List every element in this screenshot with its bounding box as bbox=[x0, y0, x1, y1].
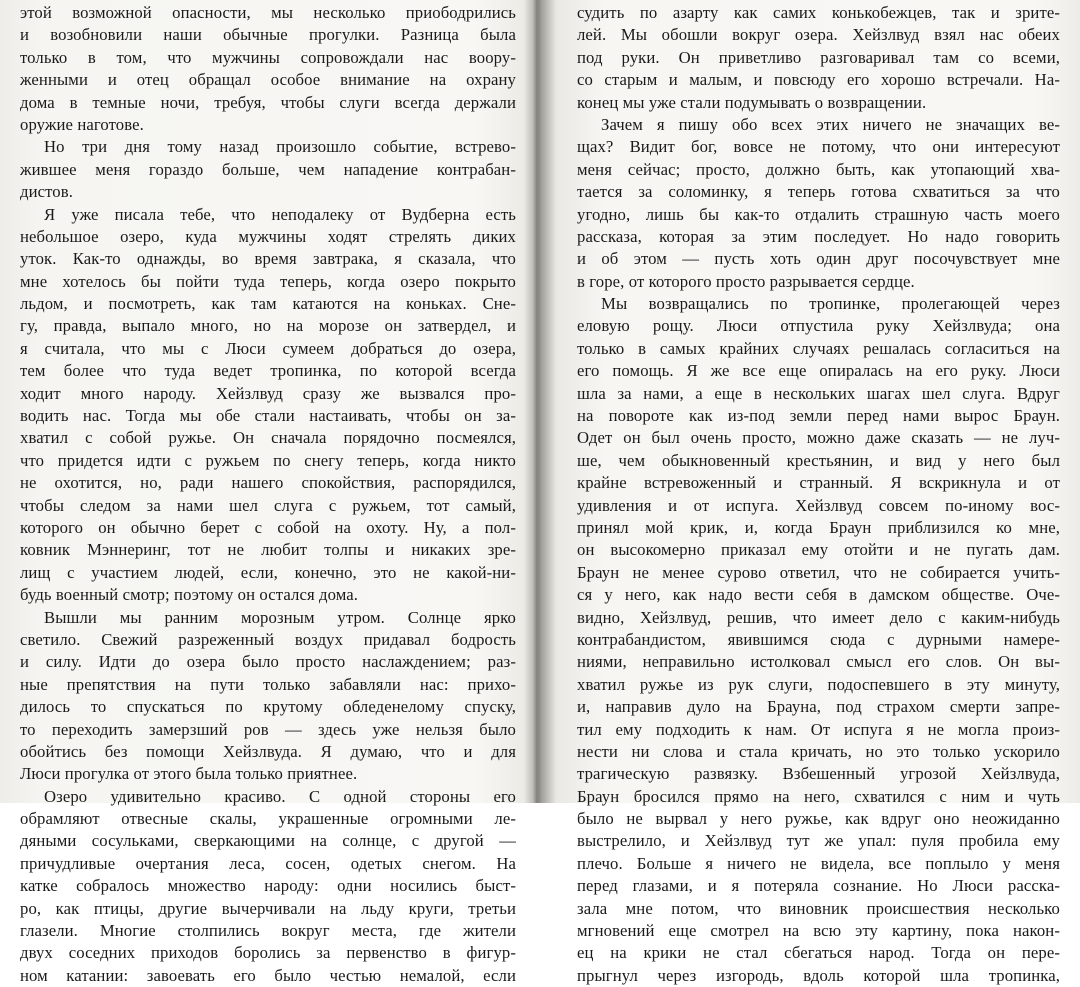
text-line: Мы возвращались по тропинке, пролегающей через bbox=[601, 294, 1060, 314]
text-line: трагическую развязку. Взбешенный угрозой Хейзлвуда, bbox=[577, 764, 1060, 784]
text-line: в горе, от которого просто разрывается сердце. bbox=[577, 271, 915, 291]
text-line: ше, чем обыкновенный крестьянин, и вид у него был bbox=[577, 450, 1060, 470]
text-line: ходит много народу. Хейзлвуд сразу же вызвался про- bbox=[20, 383, 516, 403]
text-line: жившее меня гораздо больше, чем нападение контрабан- bbox=[20, 159, 516, 179]
text-line: Зачем я пишу обо всех этих ничего не значащих ве- bbox=[601, 114, 1060, 134]
text-line: видно, Хейзлвуд, решив, что имеет дело с каким-нибудь bbox=[577, 607, 1060, 627]
text-line: светило. Свежий разреженный воздух придавал бодрость bbox=[20, 629, 516, 649]
left-page bbox=[0, 0, 530, 985]
text-line: только в том, что мужчины сопровождали нас воору- bbox=[20, 47, 516, 67]
text-line: еловую рощу. Люси отпустила руку Хейзлвуда; она bbox=[577, 316, 1060, 336]
text-line: Озеро удивительно красиво. С одной стороны его bbox=[44, 786, 516, 806]
text-line: контрабандистом, явившимся сюда с дурными намере- bbox=[577, 629, 1060, 649]
text-line: обрамляют отвесные скалы, украшенные огромными ле- bbox=[20, 809, 516, 829]
text-line: удивления и от испуга. Хейзлвуд совсем по-иному вос- bbox=[577, 495, 1060, 515]
text-line: конец мы уже стали подумывать о возвращении. bbox=[577, 92, 927, 112]
text-line: со старым и малым, и повсюду его хорошо встречали. На- bbox=[577, 70, 1060, 90]
text-line: небольшое озеро, куда мужчины ходят стрелять диких bbox=[20, 226, 516, 246]
text-line: и, направив дуло на Брауна, под страхом смерти запре- bbox=[577, 697, 1060, 717]
text-line: будь военный смотр; поэтому он остался дома. bbox=[20, 585, 359, 605]
text-line: причудливые очертания леса, сосен, одетых снегом. На bbox=[20, 853, 516, 873]
text-line: то переходить замерзший ров — здесь уже нельзя было bbox=[20, 719, 516, 739]
text-line: льдом, и посмотреть, как там катаются на коньках. Сне- bbox=[20, 294, 516, 314]
text-line: дистов. bbox=[20, 182, 73, 202]
text-line: зала мне потом, что виновник происшествия несколько bbox=[577, 898, 1060, 918]
text-line: водить нас. Тогда мы обе стали настаивать, чтобы он за- bbox=[20, 406, 516, 426]
text-line: рассказа, которая за этим последует. Но надо говорить bbox=[577, 226, 1060, 246]
text-line: шла за нами, а еще в нескольких шагах шел слуга. Вдруг bbox=[577, 383, 1060, 403]
text-line: ся у него, как надо вести себя в дамском обществе. Оче- bbox=[577, 585, 1060, 605]
text-line: я считала, что мы с Люси сумеем добраться до озера, bbox=[20, 338, 516, 358]
text-line: ец на крики не стал сбегаться народ. Тогда он пере- bbox=[577, 943, 1060, 963]
text-line: Я уже писала тебе, что неподалеку от Вудберна есть bbox=[44, 204, 516, 224]
text-line: что придется идти с ружьем по снегу теперь, когда никто bbox=[20, 450, 516, 470]
text-line: под руки. Он приветливо разговаривал там со всеми, bbox=[577, 47, 1060, 67]
text-line: ковник Мэннеринг, тот не любит толпы и никаких зре- bbox=[20, 540, 516, 560]
text-line: плечо. Больше я ничего не видела, все поплыло у меня bbox=[577, 853, 1060, 873]
text-line: лей. Мы обошли вокруг озера. Хейзлвуд взял нас обеих bbox=[577, 25, 1060, 45]
text-line: ро, как птицы, другие вычерчивали на льду круги, третьи bbox=[20, 898, 516, 918]
text-line: его помощь. Я же все еще опиралась на его руку. Люси bbox=[577, 361, 1060, 381]
text-line: и силу. Идти до озера было просто наслаждением; раз- bbox=[20, 652, 516, 672]
text-line: крайне встревоженный и странный. Я вскрикнула и от bbox=[577, 473, 1060, 493]
text-line: нести ни слова и стала кричать, но это только ускорило bbox=[577, 741, 1060, 761]
text-line: обойтись без помощи Хейзлвуда. Я думаю, что и для bbox=[20, 741, 516, 761]
text-line: дяными сосульками, сверкающими на солнце, с другой — bbox=[20, 831, 516, 851]
text-line: угодно, лишь бы как-то отдалить страшную часть моего bbox=[577, 204, 1060, 224]
text-line: щах? Видит бог, вовсе не потому, что они интересуют bbox=[577, 137, 1060, 157]
text-line: было не вырвал у него ружье, как вдруг оно неожиданно bbox=[577, 809, 1060, 829]
book-gutter bbox=[533, 0, 541, 803]
text-line: глазели. Многие столпились вокруг места, где жители bbox=[20, 921, 516, 941]
text-line: ные препятствия на пути только забавляли нас: прихо- bbox=[20, 674, 516, 694]
text-line: дилось то спускаться по крутому обледенелому спуску, bbox=[20, 697, 516, 717]
text-line: хватил с собой ружье. Он сначала порядочно посмеялся, bbox=[20, 428, 516, 448]
text-line: катке собралось множество народу: одни носились быст- bbox=[20, 876, 516, 896]
text-line: которого он обычно берет с собой на охоту. Ну, а пол- bbox=[20, 517, 516, 537]
text-line: тил ему подходить к нам. От испуга я не могла произ- bbox=[577, 719, 1060, 739]
text-line: гу, правда, выпало много, но на морозе он затвердел, и bbox=[20, 316, 516, 336]
text-line: хватил ружье из рук слуги, подоспевшего в эту минуту, bbox=[577, 674, 1060, 694]
text-line: уток. Как-то однажды, во время завтрака, я сказала, что bbox=[20, 249, 516, 269]
text-line: не охотится, но, ради нашего спокойствия, распорядился, bbox=[20, 473, 516, 493]
text-line: дома в темные ночи, требуя, чтобы слуги всегда держали bbox=[20, 92, 516, 112]
text-line: выстрелило, и Хейзлвуд тут же упал: пуля пробила ему bbox=[577, 831, 1060, 851]
text-line: ном катании: завоевать его было честью немалой, если bbox=[20, 965, 516, 985]
text-line: мгновений еще смотрел на всю эту картину, пока након- bbox=[577, 921, 1060, 941]
text-line: лищ с участием людей, если, конечно, это не какой-ни- bbox=[20, 562, 516, 582]
text-line: Браун бросился прямо на него, схватился с ним и чуть bbox=[577, 786, 1060, 806]
text-line: и об этом — пусть хоть один друг посочувствует мне bbox=[577, 249, 1060, 269]
text-line: меня сейчас; просто, должно быть, как утопающий хва- bbox=[577, 159, 1060, 179]
text-line: прыгнул через изгородь, вдоль которой шла тропинка, bbox=[577, 965, 1060, 985]
text-line: Браун не менее сурово ответил, что не собирается учить- bbox=[577, 562, 1060, 582]
text-line: Но три дня тому назад произошло событие, встрево- bbox=[44, 137, 516, 157]
text-line: женными и отец обращал особое внимание на охрану bbox=[20, 70, 516, 90]
text-line: он высокомерно приказал ему отойти и не пугать дам. bbox=[577, 540, 1060, 560]
text-line: на повороте как из-под земли перед нами вырос Браун. bbox=[577, 406, 1060, 426]
text-line: и возобновили наши обычные прогулки. Разница была bbox=[20, 25, 516, 45]
text-line: перед глазами, и я потеряла сознание. Но Люси расска- bbox=[577, 876, 1060, 896]
text-line: только в самых крайних случаях решалась согласиться на bbox=[577, 338, 1060, 358]
text-line: Одет он был очень просто, можно даже сказать — не луч- bbox=[577, 428, 1060, 448]
text-line: оружие наготове. bbox=[20, 114, 144, 134]
text-line: Вышли мы ранним морозным утром. Солнце ярко bbox=[44, 607, 516, 627]
text-line: судить по азарту как самих конькобежцев, так и зрите- bbox=[577, 3, 1060, 22]
text-line: тем более что туда ведет тропинка, по которой всегда bbox=[20, 361, 516, 381]
text-line: чтобы следом за нами шел слуга с ружьем, тот самый, bbox=[20, 495, 516, 515]
right-page bbox=[545, 0, 1080, 985]
text-line: принял мой крик, и, когда Браун приблизился ко мне, bbox=[577, 517, 1060, 537]
text-line: тается за соломинку, я теперь готова схватиться за что bbox=[577, 182, 1060, 202]
text-line: ниями, неправильно истолковал смысл его слов. Он вы- bbox=[577, 652, 1060, 672]
text-line: двух соседних приходов боролись за первенство в фигур- bbox=[20, 943, 516, 963]
text-line: Люси прогулка от этого была только приятнее. bbox=[20, 764, 358, 784]
text-line: этой возможной опасности, мы несколько приободрились bbox=[20, 3, 516, 22]
text-line: мне хотелось бы пойти туда теперь, когда озеро покрыто bbox=[20, 271, 516, 291]
